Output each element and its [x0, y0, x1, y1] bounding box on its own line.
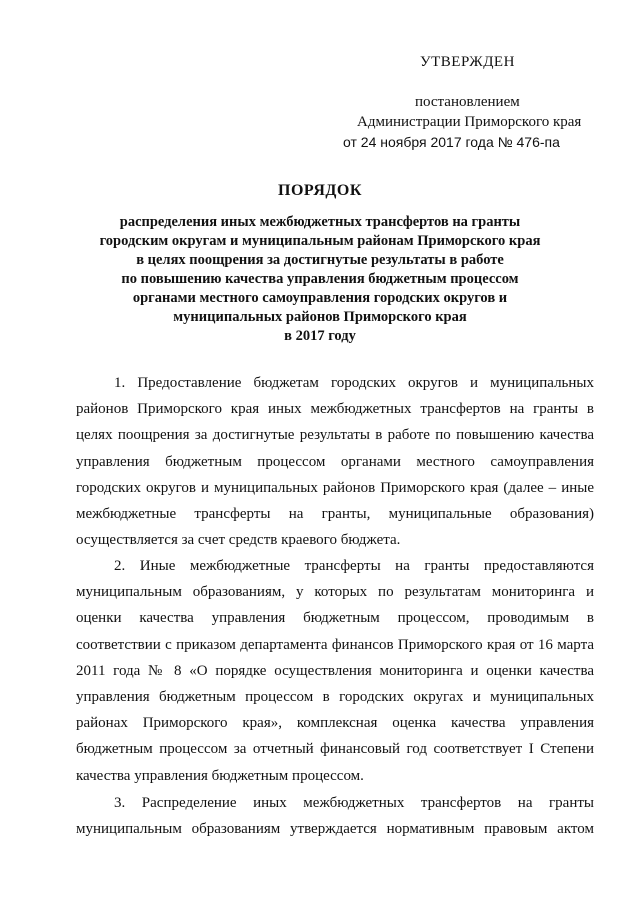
paragraph-line: соответствии с приказом департамента финансов Приморского края от 16 марта [76, 636, 594, 653]
paragraph-line: бюджетным процессом за отчетный финансовый год соответствует I Степени [76, 741, 594, 758]
paragraph-line: муниципальным образованиям утверждается нормативным правовым актом [76, 821, 594, 838]
paragraph-2 [76, 553, 594, 789]
paragraph-line: осуществляется за счет средств краевого бюджета. [76, 532, 401, 549]
paragraph-line: 3. Распределение иных межбюджетных трансфертов на гранты [114, 795, 594, 811]
paragraph-1 [76, 370, 594, 553]
paragraph-line: управления бюджетным процессом органами местного самоуправления [76, 453, 594, 470]
paragraph-line: межбюджетные трансферты на гранты, муниципальные образования) [76, 505, 594, 522]
approval-line-resolution: постановлением [415, 94, 520, 110]
document-title: ПОРЯДОК [278, 182, 362, 199]
paragraph-line: 2011 года № 8 «О порядке осуществления мониторинга и оценки качества [76, 662, 594, 679]
paragraph-line: районов Приморского края иных межбюджетных трансфертов на гранты в [76, 401, 594, 418]
paragraph-line: управления бюджетным процессом в городских округах и муниципальных [76, 688, 594, 705]
approval-line-authority: Администрации Приморского края [357, 114, 582, 130]
paragraph-line: районах Приморского края», комплексная оценка качества управления [76, 715, 594, 732]
subtitle-line: в 2017 году [284, 328, 356, 344]
paragraph-line: целях поощрения за достигнутые результаты в работе по повышению качества [76, 427, 594, 444]
paragraph-line: оценки качества управления бюджетным процессом, проводимым в [76, 610, 594, 627]
document-subtitle [70, 213, 570, 346]
subtitle-line: по повышению качества управления бюджетным процессом [121, 271, 519, 287]
paragraph-line: муниципальным образованиям, у которых по результатам мониторинга и [76, 584, 594, 601]
paragraph-3 [76, 790, 594, 842]
approval-line-date-number: от 24 ноября 2017 года № 476-па [343, 134, 560, 150]
subtitle-line: распределения иных межбюджетных трансфертов на гранты [119, 214, 521, 230]
subtitle-line: в целях поощрения за достигнутые результаты в работе [136, 252, 504, 268]
paragraph-line: 2. Иные межбюджетные трансферты на гранты предоставляются [114, 558, 594, 574]
subtitle-line: муниципальных районов Приморского края [173, 309, 467, 325]
subtitle-line: органами местного самоуправления городских округов и [132, 290, 508, 306]
paragraph-line: качества управления бюджетным процессом. [76, 767, 364, 784]
paragraph-line: городских округов и муниципальных районов Приморского края (далее – иные [76, 479, 594, 496]
subtitle-line: городским округам и муниципальным районам Приморского края [99, 233, 541, 249]
paragraph-line: 1. Предоставление бюджетам городских округов и муниципальных [114, 375, 594, 391]
approval-heading: УТВЕРЖДЕН [420, 54, 515, 70]
